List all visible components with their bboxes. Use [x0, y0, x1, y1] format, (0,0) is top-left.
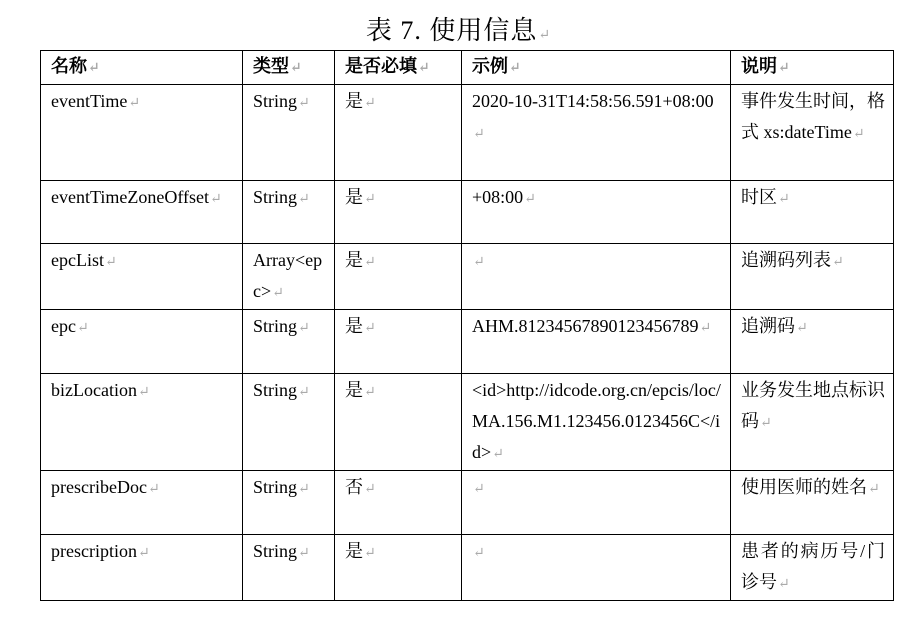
field-name-cell: prescription ↵: [41, 535, 243, 601]
table-row: [41, 85, 894, 181]
required-cell: 否 ↵: [335, 471, 462, 535]
example-cell: [462, 471, 731, 535]
example-cell: [462, 535, 731, 601]
table-row: [41, 181, 894, 244]
table-row: [41, 535, 894, 601]
header-row: [41, 51, 894, 85]
description-cell: 事件发生时间，格式 xs:dateTime ↵: [731, 85, 894, 181]
description-cell: 患者的病历号/门诊号 ↵: [731, 535, 894, 601]
field-name-cell: epcList ↵: [41, 244, 243, 310]
usage-info-table: [40, 50, 894, 601]
table-row: [41, 244, 894, 310]
header-description: 说明 ↵: [731, 51, 894, 85]
required-cell: 是 ↵: [335, 181, 462, 244]
table-row: [41, 471, 894, 535]
table-row: [41, 310, 894, 374]
field-name-cell: eventTimeZoneOffset ↵: [41, 181, 243, 244]
table-caption: 表 7. 使用信息 ↵: [0, 10, 917, 47]
required-cell: 是 ↵: [335, 85, 462, 181]
field-name-cell: eventTime ↵: [41, 85, 243, 181]
description-cell: 业务发生地点标识码 ↵: [731, 374, 894, 471]
type-cell: Array<epc> ↵: [243, 244, 335, 310]
required-cell: 是 ↵: [335, 244, 462, 310]
example-cell: <id>http://idcode.org.cn/epcis/loc/MA.156.M1.123456.0123456C</id> ↵: [462, 374, 731, 471]
required-cell: 是 ↵: [335, 374, 462, 471]
table-row: [41, 374, 894, 471]
type-cell: String ↵: [243, 310, 335, 374]
type-cell: String ↵: [243, 535, 335, 601]
header-name: 名称 ↵: [41, 51, 243, 85]
example-cell: +08:00 ↵: [462, 181, 731, 244]
description-cell: 追溯码列表 ↵: [731, 244, 894, 310]
field-name-cell: bizLocation ↵: [41, 374, 243, 471]
example-cell: AHM.81234567890123456789 ↵: [462, 310, 731, 374]
type-cell: String ↵: [243, 85, 335, 181]
example-cell: 2020-10-31T14:58:56.591+08:00 ↵: [462, 85, 731, 181]
description-cell: 时区 ↵: [731, 181, 894, 244]
type-cell: String ↵: [243, 181, 335, 244]
header-example: 示例 ↵: [462, 51, 731, 85]
field-name-cell: epc ↵: [41, 310, 243, 374]
type-cell: String ↵: [243, 471, 335, 535]
header-required: 是否必填 ↵: [335, 51, 462, 85]
type-cell: String ↵: [243, 374, 335, 471]
header-type: 类型 ↵: [243, 51, 335, 85]
field-name-cell: prescribeDoc ↵: [41, 471, 243, 535]
required-cell: 是 ↵: [335, 535, 462, 601]
required-cell: 是 ↵: [335, 310, 462, 374]
description-cell: 使用医师的姓名 ↵: [731, 471, 894, 535]
description-cell: 追溯码 ↵: [731, 310, 894, 374]
example-cell: [462, 244, 731, 310]
